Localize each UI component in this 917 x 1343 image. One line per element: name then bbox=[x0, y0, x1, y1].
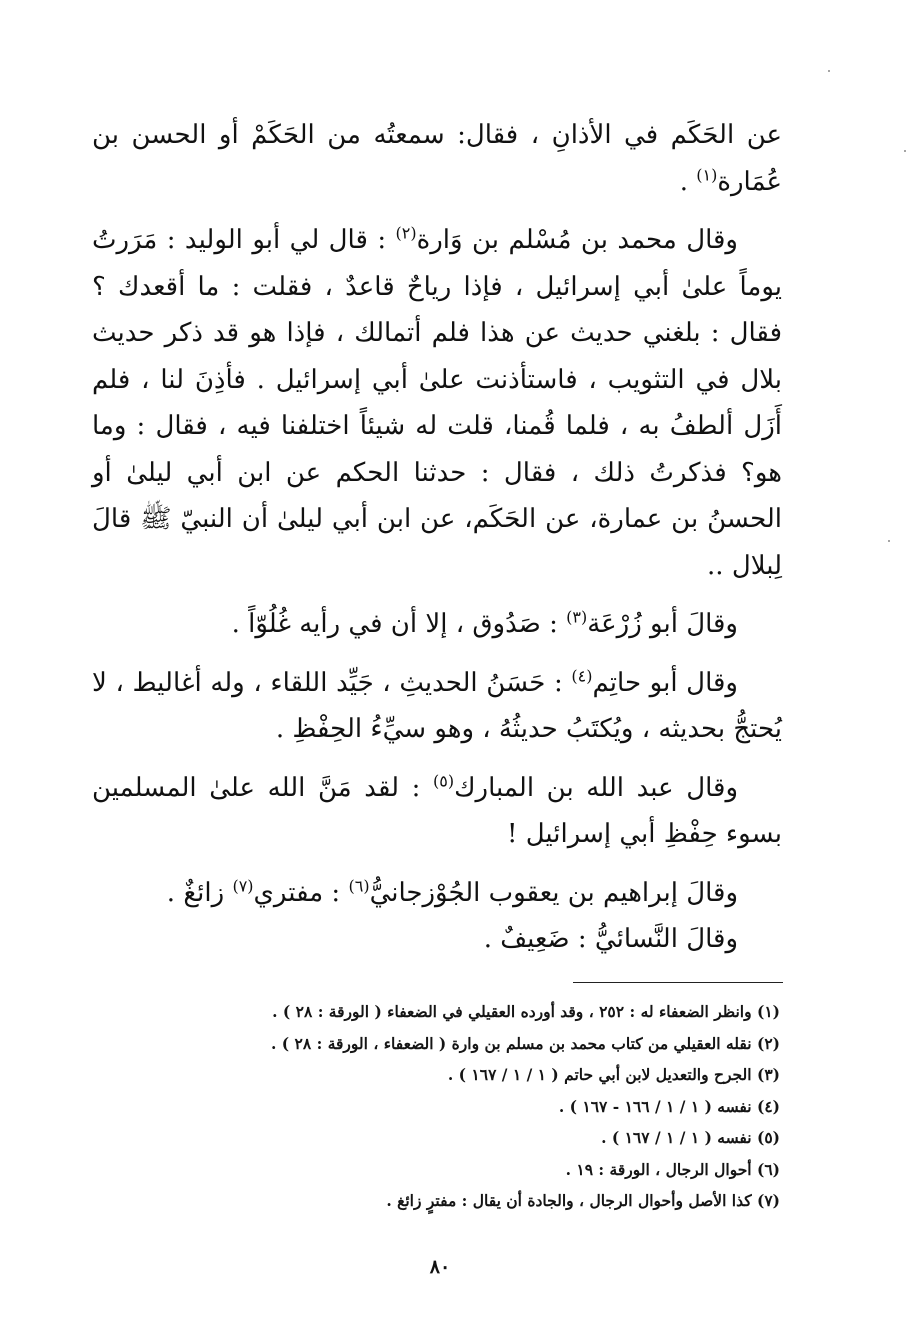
paragraph-3 bbox=[92, 601, 782, 648]
paragraph-text: وقال عبد الله بن المبارك bbox=[454, 772, 739, 803]
paragraph-1 bbox=[92, 112, 782, 205]
paragraph-4 bbox=[92, 660, 782, 753]
footnote-divider bbox=[573, 982, 783, 983]
paragraph-text: وقالَ أبو زُرْعَة bbox=[587, 609, 738, 639]
paragraph-text: : مفتري bbox=[253, 877, 349, 908]
footnotes bbox=[150, 996, 780, 1217]
paragraph-text: وقال أبو حاتِم bbox=[592, 667, 738, 698]
footnote-6: (٦) أحوال الرجال ، الورقة : ١٩ . bbox=[565, 1159, 780, 1179]
paragraph-7 bbox=[92, 916, 782, 963]
paragraph-text: : قال لي أبو الوليد : مَرَرتُ يوماً علىٰ أبي إسرائيل ، فإذا رياحٌ قاعدٌ ، فقلت : ما أقعدك ؟ فقال : بلغني حديث عن هذا فلم أتمالك ، فإذا هو قد ذكر حديث بلال في التثويب ، فاستأذنت علىٰ أبي إسرائيل . فأذِنَ لنا ، فلم أَزَل ألطفُ به ، فلما قُمنا، قلت له شيئاً اختلفنا فيه ، فقال : وما هو؟ فذكرتُ ذلك ، فقال : حدثنا الحكم عن ابن أبي ليلىٰ أو الحسنُ بن عمارة، عن الحَكَم، عن ابن أبي ليلىٰ أن النبيّ ﷺ قالَ لِبلال .. bbox=[92, 225, 782, 581]
main-text bbox=[92, 112, 782, 963]
footnote-ref: (٤) bbox=[571, 665, 593, 685]
footnote-ref: (٣) bbox=[566, 607, 588, 627]
paragraph-text: وقالَ النَّسائيُّ : ضَعِيفٌ . bbox=[483, 924, 738, 954]
paragraph-text: : لقد مَنَّ الله علىٰ المسلمين بسوء حِفْظِ أبي إسرائيل ! bbox=[92, 772, 782, 849]
paragraph-6 bbox=[92, 870, 782, 917]
footnote-3: (٣) الجرح والتعديل لابن أبي حاتم ( ١ / ١ / ١٦٧ ) . bbox=[447, 1065, 780, 1084]
paragraph-text: عن الحَكَم في الأذانِ ، فقال: سمعتُه من الحَكَمْ أو الحسن بن عُمَارة bbox=[92, 120, 782, 197]
paragraph-text: وقالَ إبراهيم بن يعقوب الجُوْزجانيُّ bbox=[369, 877, 738, 908]
paragraph-text: زائغٌ . bbox=[166, 877, 233, 908]
footnote-ref: (٧) bbox=[232, 875, 254, 895]
footnote-2: (٢) نقله العقيلي من كتاب محمد بن مسلم بن وارة ( الضعفاء ، الورقة : ٢٨ ) . bbox=[271, 1033, 780, 1053]
footnote-1: (١) وانظر الضعفاء له : ٢٥٢ ، وقد أورده العقيلي في الضعفاء ( الورقة : ٢٨ ) . bbox=[272, 1002, 780, 1021]
footnote-5: (٥) نفسه ( ١ / ١ / ١٦٧ ) . bbox=[601, 1128, 780, 1147]
footnote-ref: (٢) bbox=[395, 223, 417, 243]
paragraph-5 bbox=[92, 765, 782, 858]
page-speck bbox=[904, 150, 906, 152]
paragraph-text: : حَسَنُ الحديثِ ، جَيِّد اللقاء ، وله أغاليط ، لا يُحتجُّ بحديثه ، ويُكتَبُ حديثُهُ ، وهو سيِّءُ الحِفْظِ . bbox=[92, 667, 782, 744]
paragraph-text: : صَدُوق ، إلا أن في رأيه غُلُوّاً . bbox=[231, 609, 567, 639]
footnote-ref: (٥) bbox=[433, 770, 455, 790]
page-speck bbox=[828, 70, 830, 72]
paragraph-2 bbox=[92, 217, 782, 589]
page-number: ٨٠ bbox=[429, 1256, 451, 1278]
footnote-ref: (١) bbox=[696, 164, 718, 184]
footnote-4: (٤) نفسه ( ١ / ١ / ١٦٦ - ١٦٧ ) . bbox=[558, 1096, 780, 1116]
footnote-ref: (٦) bbox=[348, 875, 370, 895]
paragraph-text: . bbox=[679, 166, 697, 197]
page-speck bbox=[888, 540, 890, 542]
paragraph-text: وقال محمد بن مُسْلم بن وَارة bbox=[416, 225, 738, 255]
footnote-7: (٧) كذا الأصل وأحوال الرجال ، والجادة أن يقال : مفترٍ زائغ . bbox=[386, 1191, 780, 1210]
